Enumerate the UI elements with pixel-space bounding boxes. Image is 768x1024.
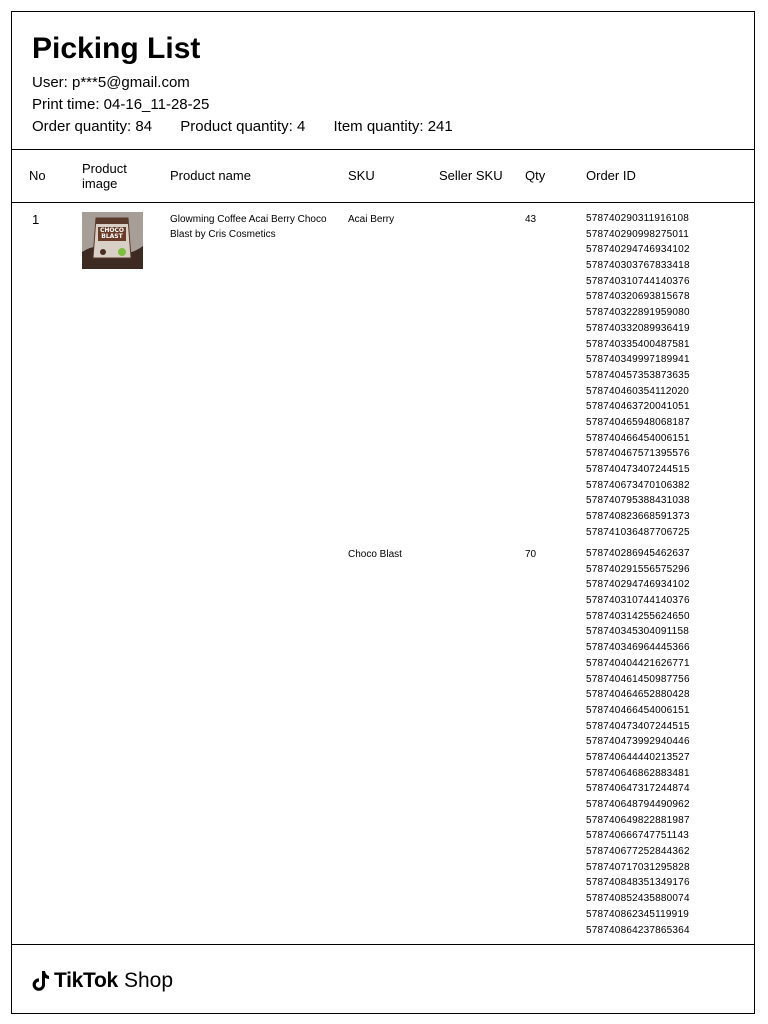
order-id: 578740290998275011 bbox=[586, 228, 689, 240]
order-id: 578740349997189941 bbox=[586, 354, 690, 366]
choco-blast-pouch-icon bbox=[82, 212, 143, 269]
col-header-sku: SKU bbox=[348, 168, 375, 183]
order-id: 578740404421626771 bbox=[586, 657, 690, 669]
order-id: 578740648794490962 bbox=[586, 799, 690, 810]
order-id: 578740717031295828 bbox=[586, 861, 690, 873]
order-id: 578740464652880428 bbox=[586, 689, 690, 701]
order-id: 578740465948068187 bbox=[586, 416, 690, 428]
order-id: 578740647317244874 bbox=[586, 783, 690, 795]
brand-tiktok: TikTok bbox=[54, 969, 118, 992]
order-id: 578740286945462637 bbox=[586, 548, 690, 559]
order-id: 578740666747751143 bbox=[586, 830, 689, 842]
order-id: 578740673470106382 bbox=[586, 479, 690, 491]
order-id: 578740457353873635 bbox=[586, 369, 690, 381]
product-image-label: CHOCO BLAST bbox=[99, 227, 125, 240]
order-id: 578740864237865364 bbox=[586, 924, 690, 936]
order-id: 578740290311916108 bbox=[586, 213, 689, 224]
header-section bbox=[12, 12, 754, 150]
item-quantity: Item quantity: 241 bbox=[333, 118, 453, 135]
user-email: User: p***5@gmail.com bbox=[32, 74, 190, 91]
table-header-divider bbox=[12, 202, 754, 203]
order-id: 578740823668591373 bbox=[586, 511, 690, 523]
order-id: 578740677252844362 bbox=[586, 846, 690, 858]
order-id: 578740322891959080 bbox=[586, 307, 690, 319]
picking-list-sheet bbox=[11, 11, 755, 1014]
order-id: 578740644440213527 bbox=[586, 751, 690, 763]
order-ids-acai-berry bbox=[586, 211, 690, 540]
order-id: 578740473407244515 bbox=[586, 464, 690, 475]
order-id: 578740346964445366 bbox=[586, 642, 690, 654]
order-id: 578741036487706725 bbox=[586, 526, 690, 538]
order-id: 578740291556575296 bbox=[586, 563, 690, 575]
order-id: 578740335400487581 bbox=[586, 338, 690, 350]
order-id: 578740473407244515 bbox=[586, 720, 690, 732]
col-header-qty: Qty bbox=[525, 168, 546, 183]
order-id: 578740646862883481 bbox=[586, 767, 690, 779]
order-id: 578740345304091158 bbox=[586, 626, 689, 638]
order-id: 578740294746934102 bbox=[586, 244, 690, 256]
order-id: 578740473992940446 bbox=[586, 736, 690, 748]
order-id: 578740314255624650 bbox=[586, 610, 690, 622]
tiktok-shop-logo bbox=[32, 967, 173, 995]
order-id: 578740294746934102 bbox=[586, 579, 690, 591]
col-header-product-image: Product image bbox=[82, 161, 127, 191]
order-id: 578740848351349176 bbox=[586, 877, 690, 889]
qty-acai-berry: 43 bbox=[525, 214, 537, 225]
order-id: 578740466454006151 bbox=[586, 704, 690, 716]
order-id: 578740795388431038 bbox=[586, 495, 690, 507]
order-ids-choco-blast bbox=[586, 546, 690, 938]
qty-choco-blast: 70 bbox=[525, 549, 537, 560]
order-id: 578740310744140376 bbox=[586, 275, 690, 287]
order-id: 578740303767833418 bbox=[586, 260, 690, 272]
product-image bbox=[82, 212, 143, 269]
footer-divider bbox=[12, 944, 754, 945]
col-header-no: No bbox=[29, 168, 46, 183]
sku-acai-berry: Acai Berry bbox=[348, 214, 395, 225]
order-id: 578740332089936419 bbox=[586, 322, 690, 334]
print-time: Print time: 04-16_11-28-25 bbox=[32, 96, 210, 113]
order-id: 578740310744140376 bbox=[586, 595, 690, 607]
row-number: 1 bbox=[32, 212, 40, 227]
brand-shop: Shop bbox=[123, 969, 173, 992]
order-id: 578740461450987756 bbox=[586, 673, 690, 685]
col-header-seller-sku: Seller SKU bbox=[439, 168, 503, 183]
order-id: 578740649822881987 bbox=[586, 814, 690, 826]
product-name: Glowming Coffee Acai Berry Choco Blast by Cris Cosmetics bbox=[170, 214, 327, 240]
col-header-order-id: Order ID bbox=[586, 168, 636, 183]
quantity-summary bbox=[32, 118, 477, 136]
order-id: 578740460354112020 bbox=[586, 385, 689, 397]
header-divider bbox=[12, 149, 754, 150]
col-header-product-name: Product name bbox=[170, 168, 251, 183]
order-id: 578740467571395576 bbox=[586, 448, 690, 460]
order-id: 578740320693815678 bbox=[586, 291, 690, 303]
tiktok-note-icon bbox=[32, 970, 50, 992]
order-id: 578740463720041051 bbox=[586, 401, 690, 413]
sku-choco-blast: Choco Blast bbox=[348, 549, 402, 560]
order-id: 578740862345119919 bbox=[586, 908, 689, 920]
order-quantity: Order quantity: 84 bbox=[32, 118, 153, 135]
order-id: 578740852435880074 bbox=[586, 893, 690, 905]
page-title: Picking List bbox=[32, 32, 201, 65]
order-id: 578740466454006151 bbox=[586, 432, 690, 444]
product-quantity: Product quantity: 4 bbox=[180, 118, 306, 135]
